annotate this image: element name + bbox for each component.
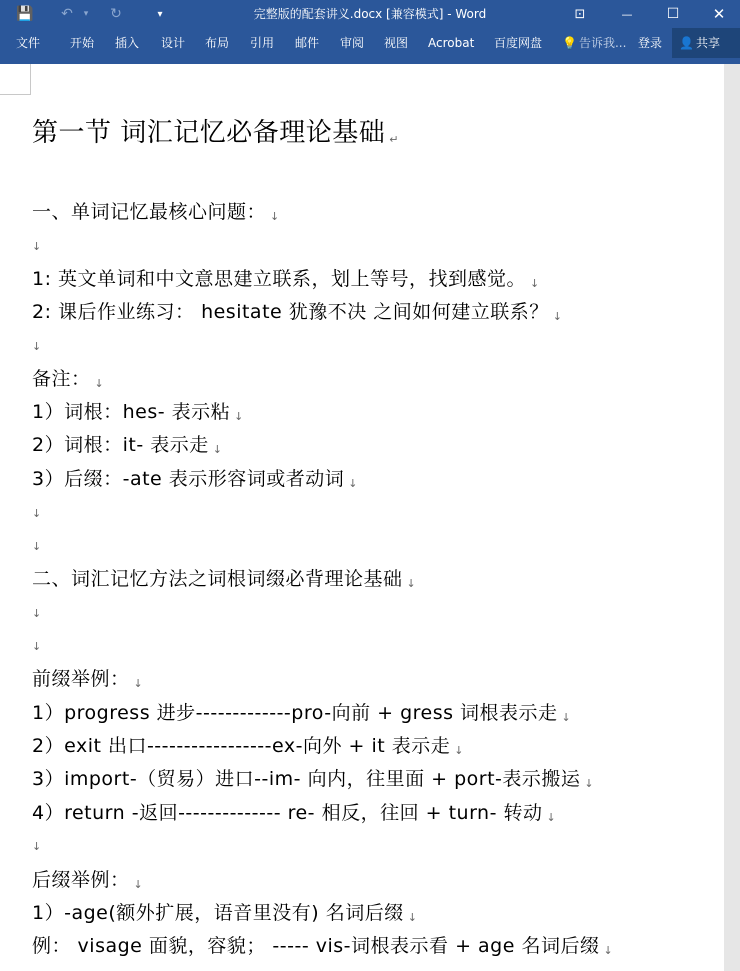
undo-dropdown-icon[interactable]: ▾ <box>83 9 89 19</box>
doc-line-6: 备注： ↓ <box>32 368 105 390</box>
paragraph-mark: ↓ <box>32 540 42 553</box>
doc-line-14 <box>32 631 42 653</box>
paragraph-mark: ↓ <box>270 210 280 223</box>
paragraph-mark: ↓ <box>133 677 144 690</box>
doc-line-23: 例： visage 面貌，容貌； ----- vis-词根表示看 + age 名词后缀 ↓ <box>32 935 614 957</box>
paragraph-mark: ↓ <box>32 240 42 253</box>
doc-line-22: 1）-age(额外扩展，语音里没有) 名词后缀 ↓ <box>32 902 418 924</box>
paragraph-mark: ↓ <box>406 577 417 590</box>
tab-acrobat[interactable]: Acrobat <box>428 36 475 50</box>
paragraph-mark: ↓ <box>552 310 563 323</box>
paragraph-mark: ↓ <box>32 840 42 853</box>
vertical-scrollbar[interactable] <box>724 64 740 971</box>
paragraph-mark: ↓ <box>32 507 42 520</box>
tab-references[interactable]: 引用 <box>250 36 275 50</box>
doc-line-3: 1: 英文单词和中文意思建立联系，划上等号，找到感觉。 ↓ <box>32 268 540 290</box>
share-button[interactable] <box>672 28 740 58</box>
tab-design[interactable]: 设计 <box>161 36 186 50</box>
sign-in-button[interactable]: 登录 <box>638 36 663 50</box>
paragraph-mark: ↓ <box>584 777 595 790</box>
doc-line-2 <box>32 231 42 253</box>
paragraph-mark: ↓ <box>561 711 572 724</box>
paragraph-mark: ↓ <box>32 340 42 353</box>
redo-icon[interactable]: ↻ <box>110 6 122 22</box>
doc-line-15: 前缀举例： ↓ <box>32 668 144 690</box>
paragraph-mark: ↓ <box>212 443 223 456</box>
paragraph-mark: ↓ <box>32 640 42 653</box>
tab-insert[interactable]: 插入 <box>115 36 140 50</box>
close-icon[interactable]: ✕ <box>712 5 726 23</box>
tab-file[interactable]: 文件 <box>16 36 41 50</box>
title-bar <box>0 0 740 28</box>
ribbon-tab-bar <box>0 28 740 58</box>
paragraph-mark: ↓ <box>530 277 540 290</box>
doc-line-13 <box>32 598 42 620</box>
doc-line-19: 4）return -返回-------------- re- 相反，往回 + turn- 转动 ↓ <box>32 802 557 824</box>
tab-mailings[interactable]: 邮件 <box>295 36 320 50</box>
doc-line-18: 3）import-（贸易）进口--im- 向内，往里面 + port-表示搬运 ↓ <box>32 768 595 790</box>
doc-line-5 <box>32 331 42 353</box>
doc-line-21: 后缀举例： ↓ <box>32 869 144 891</box>
doc-line-9: 3）后缀：-ate 表示形容词或者动词 ↓ <box>32 468 358 490</box>
minimize-icon[interactable]: — <box>621 7 633 21</box>
share-label: 共享 <box>695 36 720 50</box>
document-title: 完整版的配套讲义.docx [兼容模式] - Word <box>253 7 487 21</box>
doc-line-8: 2）词根：it- 表示走 ↓ <box>32 434 223 456</box>
doc-line-7: 1）词根：hes- 表示粘 ↓ <box>32 401 244 423</box>
customize-quick-access-icon[interactable]: ▾ <box>157 8 163 20</box>
document-heading: 第一节 词汇记忆必备理论基础 ↵ <box>32 118 399 148</box>
paragraph-mark: ↵ <box>389 133 399 146</box>
lightbulb-icon: 💡 <box>562 36 577 50</box>
paragraph-mark: ↓ <box>133 878 144 891</box>
undo-icon[interactable]: ↶ <box>61 6 73 22</box>
paragraph-mark: ↓ <box>603 944 614 957</box>
paragraph-mark: ↓ <box>407 911 418 924</box>
maximize-icon[interactable]: ☐ <box>666 6 680 22</box>
doc-line-12: 二、词汇记忆方法之词根词缀必背理论基础 ↓ <box>32 568 417 590</box>
paragraph-mark: ↓ <box>454 744 464 757</box>
doc-line-16: 1）progress 进步-------------pro-向前 + gress 词根表示走 ↓ <box>32 702 572 724</box>
page-corner-mark <box>0 64 31 95</box>
paragraph-mark: ↓ <box>32 607 42 620</box>
doc-line-1: 一、单词记忆最核心问题： ↓ <box>32 201 280 223</box>
doc-line-17: 2）exit 出口-----------------ex-向外 + it 表示走 ↓ <box>32 735 464 757</box>
paragraph-mark: ↓ <box>546 811 557 824</box>
tab-view[interactable]: 视图 <box>384 36 409 50</box>
paragraph-mark: ↓ <box>348 477 358 490</box>
person-icon: 👤 <box>679 36 694 50</box>
tell-me-box[interactable] <box>562 28 626 58</box>
paragraph-mark: ↓ <box>234 410 244 423</box>
tell-me-label: 告诉我... <box>578 36 627 50</box>
doc-line-10 <box>32 498 42 520</box>
doc-line-20 <box>32 831 42 853</box>
tab-review[interactable]: 审阅 <box>340 36 365 50</box>
doc-line-4: 2: 课后作业练习： hesitate 犹豫不决 之间如何建立联系？ ↓ <box>32 301 563 323</box>
ribbon-display-options-icon[interactable]: ⊡ <box>574 6 586 22</box>
doc-line-11 <box>32 531 42 553</box>
paragraph-mark: ↓ <box>94 377 105 390</box>
save-icon[interactable]: 💾 <box>16 6 34 22</box>
tab-baidu-netdisk[interactable]: 百度网盘 <box>494 36 543 50</box>
tab-home[interactable]: 开始 <box>70 36 95 50</box>
tab-layout[interactable]: 布局 <box>205 36 230 50</box>
